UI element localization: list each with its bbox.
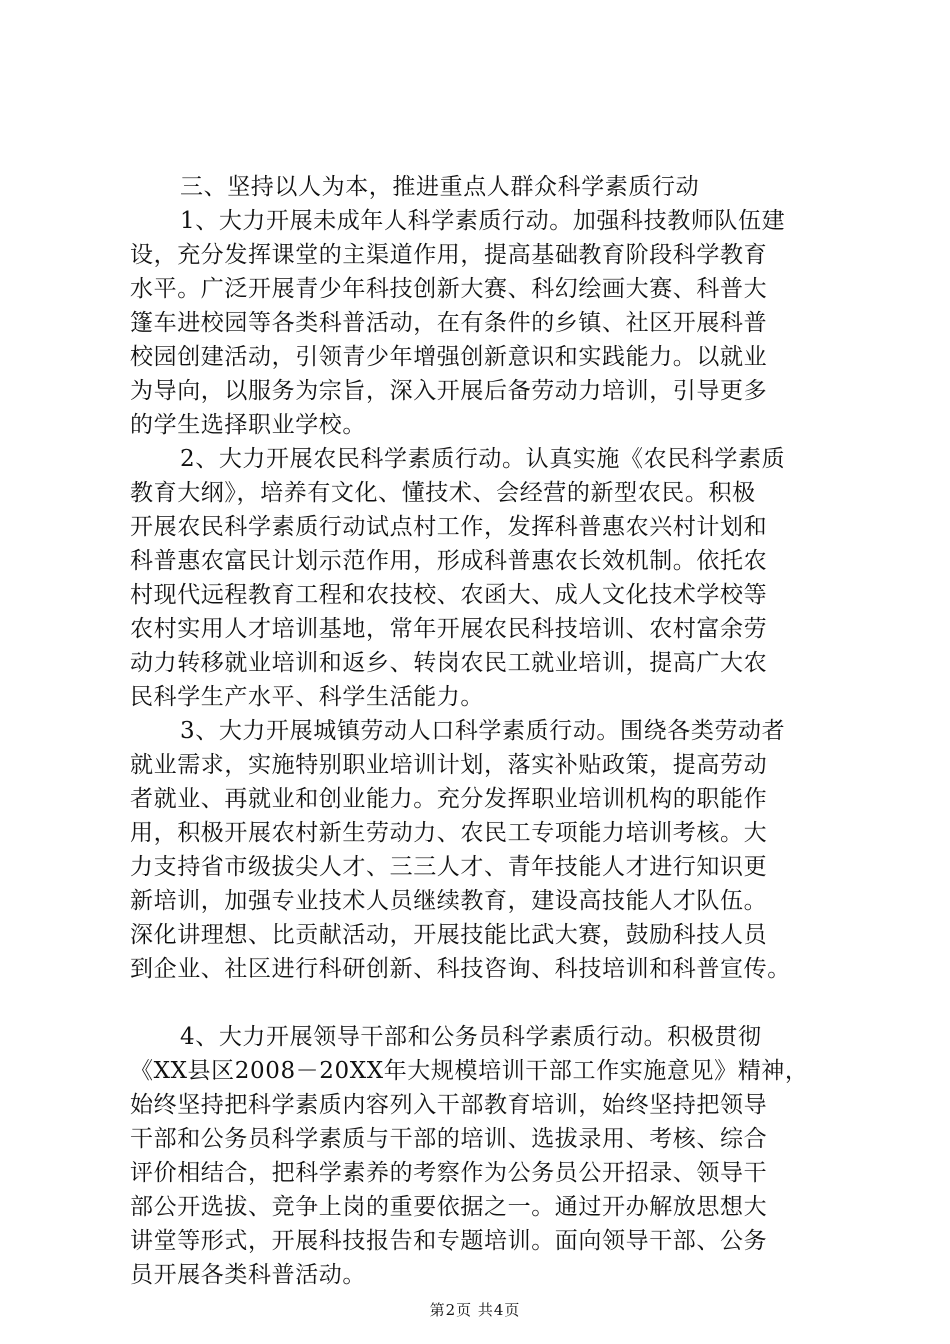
paragraph-1-line: 1、大力开展未成年人科学素质行动。加强科技教师队伍建 bbox=[180, 208, 786, 234]
paragraph-1-line: 为导向，以服务为宗旨，深入开展后备劳动力培训，引导更多 bbox=[130, 378, 768, 404]
paragraph-1-line: 校园创建活动，引领青少年增强创新意识和实践能力。以就业 bbox=[130, 344, 768, 370]
paragraph-2-line: 2、大力开展农民科学素质行动。认真实施《农民科学素质 bbox=[180, 446, 786, 472]
paragraph-4-line: 员开展各类科普活动。 bbox=[130, 1262, 366, 1288]
paragraph-2-line: 教育大纲》，培养有文化、懂技术、会经营的新型农民。积极 bbox=[130, 480, 756, 506]
paragraph-3-line: 力支持省市级拔尖人才、三三人才、青年技能人才进行知识更 bbox=[130, 854, 768, 880]
paragraph-3-line: 新培训，加强专业技术人员继续教育，建设高技能人才队伍。 bbox=[130, 888, 768, 914]
paragraph-1-line: 篷车进校园等各类科普活动，在有条件的乡镇、社区开展科普 bbox=[130, 310, 768, 336]
paragraph-2-line: 动力转移就业培训和返乡、转岗农民工就业培训，提高广大农 bbox=[130, 650, 768, 676]
paragraph-1-line: 水平。广泛开展青少年科技创新大赛、科幻绘画大赛、科普大 bbox=[130, 276, 768, 302]
paragraph-4-line: 始终坚持把科学素质内容列入干部教育培训，始终坚持把领导 bbox=[130, 1092, 768, 1118]
paragraph-3-line: 深化讲理想、比贡献活动，开展技能比武大赛，鼓励科技人员 bbox=[130, 922, 768, 948]
section-heading: 三、坚持以人为本，推进重点人群众科学素质行动 bbox=[180, 174, 700, 200]
paragraph-4-line: 部公开选拔、竞争上岗的重要依据之一。通过开办解放思想大 bbox=[130, 1194, 768, 1220]
paragraph-4-line: 讲堂等形式，开展科技报告和专题培训。面向领导干部、公务 bbox=[130, 1228, 768, 1254]
paragraph-2-line: 科普惠农富民计划示范作用，形成科普惠农长效机制。依托农 bbox=[130, 548, 768, 574]
paragraph-2-line: 开展农民科学素质行动试点村工作，发挥科普惠农兴村计划和 bbox=[130, 514, 768, 540]
paragraph-3-line: 者就业、再就业和创业能力。充分发挥职业培训机构的职能作 bbox=[130, 786, 768, 812]
paragraph-3-line: 用，积极开展农村新生劳动力、农民工专项能力培训考核。大 bbox=[130, 820, 768, 846]
paragraph-4-line: 《XX县区2008－20XX年大规模培训干部工作实施意见》精神， bbox=[130, 1058, 809, 1084]
paragraph-3-line: 到企业、社区进行科研创新、科技咨询、科技培训和科普宣传。 bbox=[130, 956, 791, 982]
paragraph-1-line: 设，充分发挥课堂的主渠道作用，提高基础教育阶段科学教育 bbox=[130, 242, 768, 268]
paragraph-4-line: 评价相结合，把科学素养的考察作为公务员公开招录、领导干 bbox=[130, 1160, 768, 1186]
paragraph-4-line: 4、大力开展领导干部和公务员科学素质行动。积极贯彻 bbox=[180, 1024, 762, 1050]
paragraph-2-line: 村现代远程教育工程和农技校、农函大、成人文化技术学校等 bbox=[130, 582, 768, 608]
paragraph-3-line: 就业需求，实施特别职业培训计划，落实补贴政策，提高劳动 bbox=[130, 752, 768, 778]
paragraph-3-line: 3、大力开展城镇劳动人口科学素质行动。围绕各类劳动者 bbox=[180, 718, 786, 744]
paragraph-4-line: 干部和公务员科学素质与干部的培训、选拔录用、考核、综合 bbox=[130, 1126, 768, 1152]
paragraph-1-line: 的学生选择职业学校。 bbox=[130, 412, 366, 438]
paragraph-2-line: 民科学生产水平、科学生活能力。 bbox=[130, 684, 484, 710]
paragraph-2-line: 农村实用人才培训基地，常年开展农民科技培训、农村富余劳 bbox=[130, 616, 768, 642]
page-footer: 第2页 共4页 bbox=[429, 1301, 521, 1319]
